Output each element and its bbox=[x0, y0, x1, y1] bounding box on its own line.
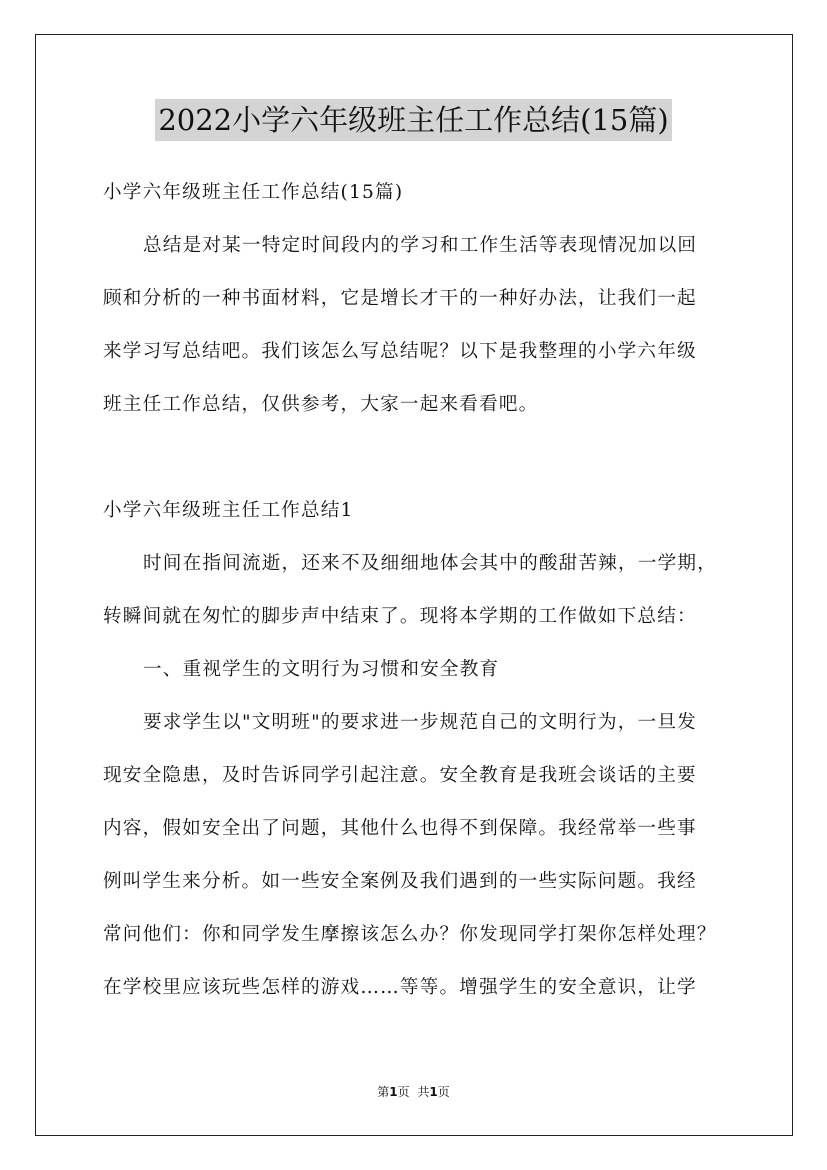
paragraph-line: 要求学生以"文明班"的要求进一步规范自己的文明行为，一旦发 bbox=[143, 712, 697, 733]
page-number: 1 bbox=[389, 1085, 398, 1099]
page-footer bbox=[0, 1083, 827, 1100]
paragraph-line: 现安全隐患，及时告诉同学引起注意。安全教育是我班会谈话的主要 bbox=[103, 765, 697, 786]
total-suffix: 页 bbox=[437, 1085, 450, 1099]
title-container bbox=[0, 99, 827, 141]
document-title: 2022小学六年级班主任工作总结(15篇) bbox=[155, 99, 671, 141]
total-number: 1 bbox=[429, 1085, 438, 1099]
paragraph-line: 内容，假如安全出了问题，其他什么也得不到保障。我经常举一些事 bbox=[103, 818, 697, 839]
intro-line: 来学习写总结吧。我们该怎么写总结呢？以下是我整理的小学六年级 bbox=[103, 341, 697, 362]
paragraph-line: 例叫学生来分析。如一些安全案例及我们遇到的一些实际问题。我经 bbox=[103, 871, 697, 892]
blank-line bbox=[103, 437, 743, 490]
intro-line: 顾和分析的一种书面材料，它是增长才干的一种好办法，让我们一起 bbox=[103, 288, 697, 309]
section-heading: 小学六年级班主任工作总结1 bbox=[103, 500, 354, 521]
intro-line: 班主任工作总结，仅供参考，大家一起来看看吧。 bbox=[103, 394, 539, 415]
document-subtitle: 小学六年级班主任工作总结(15篇) bbox=[103, 182, 404, 203]
total-prefix: 共 bbox=[417, 1085, 430, 1099]
document-body bbox=[103, 172, 743, 1020]
intro-line: 总结是对某一特定时间段内的学习和工作生活等表现情况加以回 bbox=[143, 235, 698, 256]
page-prefix: 第 bbox=[377, 1085, 390, 1099]
section-subheading: 一、重视学生的文明行为习惯和安全教育 bbox=[143, 659, 500, 680]
page-suffix: 页 bbox=[397, 1085, 410, 1099]
paragraph-line: 时间在指间流逝，还来不及细细地体会其中的酸甜苦辣，一学期， bbox=[143, 553, 718, 574]
paragraph-line: 在学校里应该玩些怎样的游戏……等等。增强学生的安全意识，让学 bbox=[103, 977, 697, 998]
paragraph-line: 转瞬间就在匆忙的脚步声中结束了。现将本学期的工作做如下总结： bbox=[103, 606, 697, 627]
paragraph-line: 常问他们：你和同学发生摩擦该怎么办？你发现同学打架你怎样处理？ bbox=[103, 924, 717, 945]
